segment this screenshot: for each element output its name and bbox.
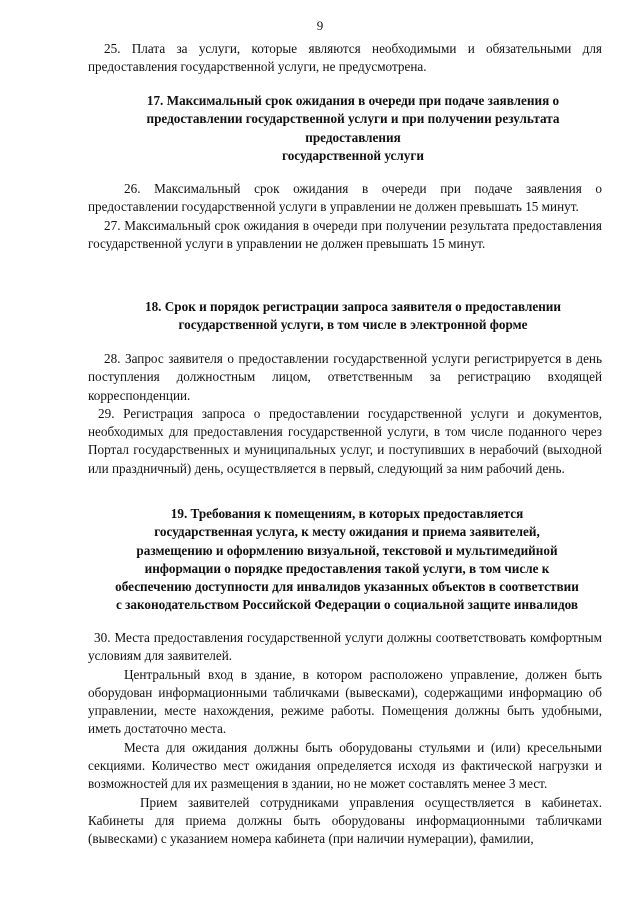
heading-19-line-4: информации о порядке предоставления такой услуги, в том числе к [144, 560, 550, 576]
paragraph-30-entrance: Центральный вход в здание, в котором расположено управление, должен быть оборудован информационными табличками (вывесками), содержащими информацию об управлении, месте нахождения, режиме работы. Помещения должны быть удобными, иметь достаточно места. [88, 666, 602, 737]
heading-18 [96, 298, 610, 335]
paragraph-30-reception: Прием заявителей сотрудниками управления осуществляется в кабинетах. Кабинеты для приема должны быть оборудованы информационными табличками (вывесками) с указанием номера кабинета (при наличии нумерации), фамилии, [88, 794, 602, 847]
heading-18-line-1: 18. Срок и порядок регистрации запроса заявителя о предоставлении [144, 299, 562, 314]
heading-17-line-2: предоставлении государственной услуги и при получении результата [146, 111, 560, 127]
heading-19-line-2: государственная услуга, к месту ожидания и приема заявителей, [154, 524, 540, 540]
paragraphs-26-27 [88, 180, 602, 253]
heading-17-line-3: предоставления [305, 129, 401, 145]
paragraph-25-block [88, 40, 602, 77]
paragraph-27: 27. Максимальный срок ожидания в очереди при получении результата предоставления государственной услуги в управлении не должен превышать 15 минут. [88, 217, 602, 251]
paragraph-29: 29. Регистрация запроса о предоставлении государственной услуги и документов, необходимых для предоставления государственной услуги, в том числе поданного через Портал государственных и муниципальных услуг, и поступивших в нерабочий (выходной или праздничный) день, осуществляется в первый, следующий за ним рабочий день. [88, 405, 602, 476]
paragraph-30-waiting: Места для ожидания должны быть оборудованы стульями и (или) кресельными секциями. Количество мест ожидания определяется исходя из фактической нагрузки и возможностей для их размещения в здании, но не может составлять менее 3 мест. [88, 739, 602, 792]
paragraph-25: 25. Плата за услуги, которые являются необходимыми и обязательными для предоставления государственной услуги, не предусмотрена. [88, 41, 602, 75]
paragraph-28: 28. Запрос заявителя о предоставлении государственной услуги регистрируется в день поступления должностным лицом, ответственным за регистрацию входящей корреспонденции. [88, 351, 602, 403]
heading-17 [96, 92, 610, 165]
heading-19-line-3: размещению и оформлению визуальной, текстовой и мультимедийной [136, 542, 558, 558]
paragraphs-28-29 [88, 350, 602, 478]
heading-17-line-1: 17. Максимальный срок ожидания в очереди при подаче заявления о [146, 93, 560, 108]
paragraphs-30 [88, 629, 602, 849]
heading-19-line-6: с законодательством Российской Федерации о социальной защите инвалидов [115, 597, 579, 613]
heading-19-line-1: 19. Требования к помещениям, в которых предоставляется [170, 506, 524, 521]
heading-19 [88, 505, 606, 615]
heading-17-line-4: государственной услуги [282, 147, 424, 163]
page-number: 9 [316, 18, 324, 33]
paragraph-30: 30. Места предоставления государственной услуги должны соответствовать комфортным условиям для заявителей. [88, 630, 602, 664]
heading-19-line-5: обеспечению доступности для инвалидов указанных объектов в соответствии [115, 579, 579, 595]
paragraph-26: 26. Максимальный срок ожидания в очереди при подаче заявления о предоставлении государственной услуги в управлении не должен превышать 15 минут. [88, 181, 602, 215]
heading-18-line-2: государственной услуги, в том числе в электронной форме [178, 317, 528, 333]
